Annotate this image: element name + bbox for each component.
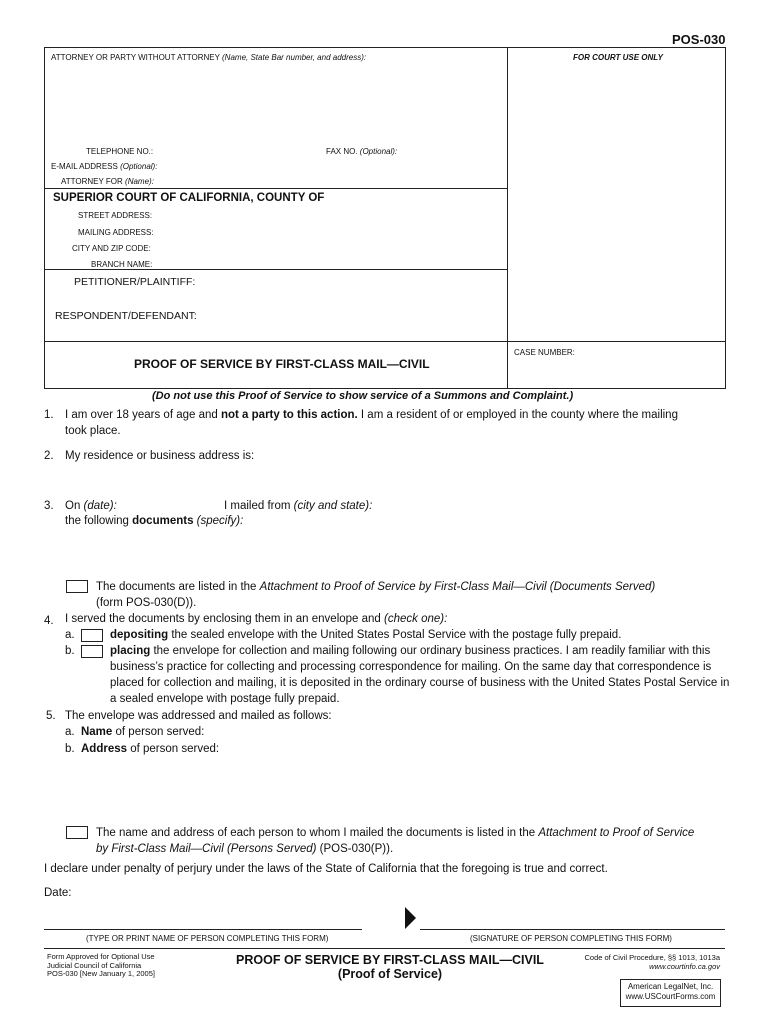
persons-attachment-text-a: The name and address of each person to whom I mailed the documents is listed in the: [96, 827, 539, 839]
documents-attachment-text-a: The documents are listed in the: [96, 581, 260, 593]
item-4b-rest: the envelope for collection and mailing following our ordinary business practices. I am readily familiar with this: [150, 645, 711, 657]
item-5a-letter: a.: [65, 726, 75, 738]
placing-checkbox[interactable]: [81, 645, 103, 658]
footer-website[interactable]: www.courtinfo.ca.gov: [649, 962, 720, 971]
item-4b-letter: b.: [65, 645, 75, 657]
item-4b-bold: placing: [110, 645, 151, 657]
fax-label-note: (Optional):: [359, 147, 398, 156]
item-3-following-text: the following: [65, 515, 133, 527]
attorney-label-note: (Name, State Bar number, and address):: [222, 53, 367, 62]
item-1-line-2: took place.: [65, 425, 121, 437]
item-5a-bold: Name: [80, 726, 113, 738]
item-3-specify-label: (specify):: [193, 515, 244, 527]
item-3-following: [65, 513, 243, 529]
item-1-text: [65, 407, 725, 439]
email-label-note: (Optional):: [120, 162, 158, 171]
item-5a-rest: of person served:: [112, 726, 205, 738]
caption-divider: [507, 47, 508, 388]
signature-arrow-icon: [405, 907, 416, 929]
notice: (Do not use this Proof of Service to show service of a Summons and Complaint.): [152, 390, 574, 402]
rule-parties: [44, 269, 507, 270]
item-4a-text: [110, 627, 621, 643]
footer-right: [560, 953, 720, 971]
item-5-text: The envelope was addressed and mailed as follows:: [65, 710, 332, 722]
item-4-number: 4.: [44, 615, 54, 627]
footer-left-line-1: Form Approved for Optional Use: [47, 952, 155, 961]
signature-line[interactable]: [420, 929, 725, 930]
attorney-for-label: [61, 177, 154, 186]
fax-label: [326, 147, 397, 156]
documents-attachment-line-2: (form POS-030(D)).: [96, 597, 197, 609]
item-5a: [65, 724, 204, 740]
item-3-on-text: On: [65, 500, 84, 512]
item-4b-line-4: a sealed envelope with postage fully prepaid.: [110, 693, 340, 705]
legalnet-url[interactable]: www.USCourtForms.com: [625, 992, 716, 1001]
documents-attachment-checkbox[interactable]: [66, 580, 88, 593]
item-1-number: 1.: [44, 409, 54, 421]
item-3-city-state-label: (city and state):: [293, 500, 373, 512]
footer-title-line-2: (Proof of Service): [337, 967, 443, 981]
item-4-check-one: (check one):: [384, 613, 448, 625]
item-1-text-a: I am over 18 years of age and: [65, 409, 221, 421]
item-5b-rest: of person served:: [127, 743, 220, 755]
item-2-text: My residence or business address is:: [65, 450, 255, 462]
city-zip-label: CITY AND ZIP CODE:: [72, 244, 151, 253]
item-5b-bold: Address: [80, 743, 128, 755]
item-3-number: 3.: [44, 500, 54, 512]
item-4a-bold: depositing: [110, 629, 169, 641]
court-name: SUPERIOR COURT OF CALIFORNIA, COUNTY OF: [53, 192, 325, 204]
rule-court: [44, 188, 507, 189]
footer-title-line-1: PROOF OF SERVICE BY FIRST-CLASS MAIL—CIVIL: [236, 953, 544, 967]
item-3-on: [65, 498, 117, 514]
name-line[interactable]: [44, 929, 362, 930]
persons-attachment-checkbox[interactable]: [66, 826, 88, 839]
item-4a-letter: a.: [65, 629, 75, 641]
persons-attachment-line-2-italic: by First-Class Mail—Civil (Persons Served): [96, 843, 317, 855]
item-3-date-label: (date):: [83, 500, 117, 512]
attorney-label: [51, 53, 366, 62]
item-5b-letter: b.: [65, 743, 75, 755]
item-4b-text: [110, 643, 730, 707]
respondent-label: RESPONDENT/DEFENDANT:: [55, 310, 197, 322]
rule-title: [44, 341, 725, 342]
item-4b-line-2: business’s practice for collecting and processing correspondence for mailing. On the same day that correspondence is: [110, 661, 712, 673]
footer-rule: [44, 948, 725, 949]
telephone-label: TELEPHONE NO.:: [86, 147, 154, 156]
footer-left-line-2: Judicial Council of California: [47, 960, 142, 970]
item-3-documents-label: documents: [132, 515, 194, 527]
item-4-text: [65, 611, 447, 627]
branch-name-label: BRANCH NAME:: [91, 260, 153, 269]
mailing-address-label: MAILING ADDRESS:: [78, 228, 154, 237]
documents-attachment-text-italic: Attachment to Proof of Service by First-Class Mail—Civil (Documents Served): [259, 581, 656, 593]
court-use-label: FOR COURT USE ONLY: [573, 53, 663, 62]
street-address-label: STREET ADDRESS:: [78, 211, 153, 220]
form-number: POS-030: [672, 32, 726, 47]
attorney-for-note: (Name):: [125, 177, 154, 186]
declaration: I declare under penalty of perjury under the laws of the State of California that the foregoing is true and correct.: [44, 863, 608, 875]
persons-attachment-text-italic: Attachment to Proof of Service: [538, 827, 695, 839]
signature-caption: (SIGNATURE OF PERSON COMPLETING THIS FORM): [470, 934, 672, 943]
email-label-text: E-MAIL ADDRESS: [51, 162, 118, 171]
attorney-label-text: ATTORNEY OR PARTY WITHOUT ATTORNEY: [51, 53, 220, 62]
email-label: [51, 162, 157, 171]
legalnet-stamp: [620, 979, 721, 1007]
caption-title: PROOF OF SERVICE BY FIRST-CLASS MAIL—CIVIL: [134, 357, 430, 371]
persons-attachment-text: [96, 825, 726, 857]
item-1-text-c: I am a resident of or employed in the county where the mailing: [357, 409, 678, 421]
name-caption: (TYPE OR PRINT NAME OF PERSON COMPLETING THIS FORM): [86, 934, 329, 943]
footer-statute: Code of Civil Procedure, §§ 1013, 1013a: [584, 953, 720, 962]
depositing-checkbox[interactable]: [81, 629, 103, 642]
fax-label-text: FAX NO.: [326, 147, 358, 156]
item-5b: [65, 741, 219, 757]
item-4b-line-3: placed for collection and mailing, it is deposited in the ordinary course of business with the United States Postal Service in: [110, 677, 730, 689]
item-1-text-bold: not a party to this action.: [220, 409, 358, 421]
footer-left-line-3: POS-030 [New January 1, 2005]: [47, 969, 155, 978]
case-number-label: CASE NUMBER:: [514, 348, 575, 357]
legalnet-name: American LegalNet, Inc.: [627, 982, 714, 991]
item-5-number: 5.: [46, 710, 56, 722]
item-4-text-a: I served the documents by enclosing them in an envelope and: [65, 613, 385, 625]
item-3-mailed-from: [224, 498, 372, 514]
documents-attachment-text: [96, 579, 726, 611]
attorney-for-text: ATTORNEY FOR: [61, 177, 123, 186]
date-label: Date:: [44, 887, 72, 899]
item-4a-rest: the sealed envelope with the United States Postal Service with the postage fully prepaid.: [168, 629, 622, 641]
persons-attachment-line-2-rest: (POS-030(P)).: [316, 843, 394, 855]
petitioner-label: PETITIONER/PLAINTIFF:: [74, 276, 196, 288]
item-3-mailed-from-text: I mailed from: [224, 500, 294, 512]
item-2-number: 2.: [44, 450, 54, 462]
footer-title: [200, 953, 580, 981]
footer-left: [47, 953, 155, 979]
